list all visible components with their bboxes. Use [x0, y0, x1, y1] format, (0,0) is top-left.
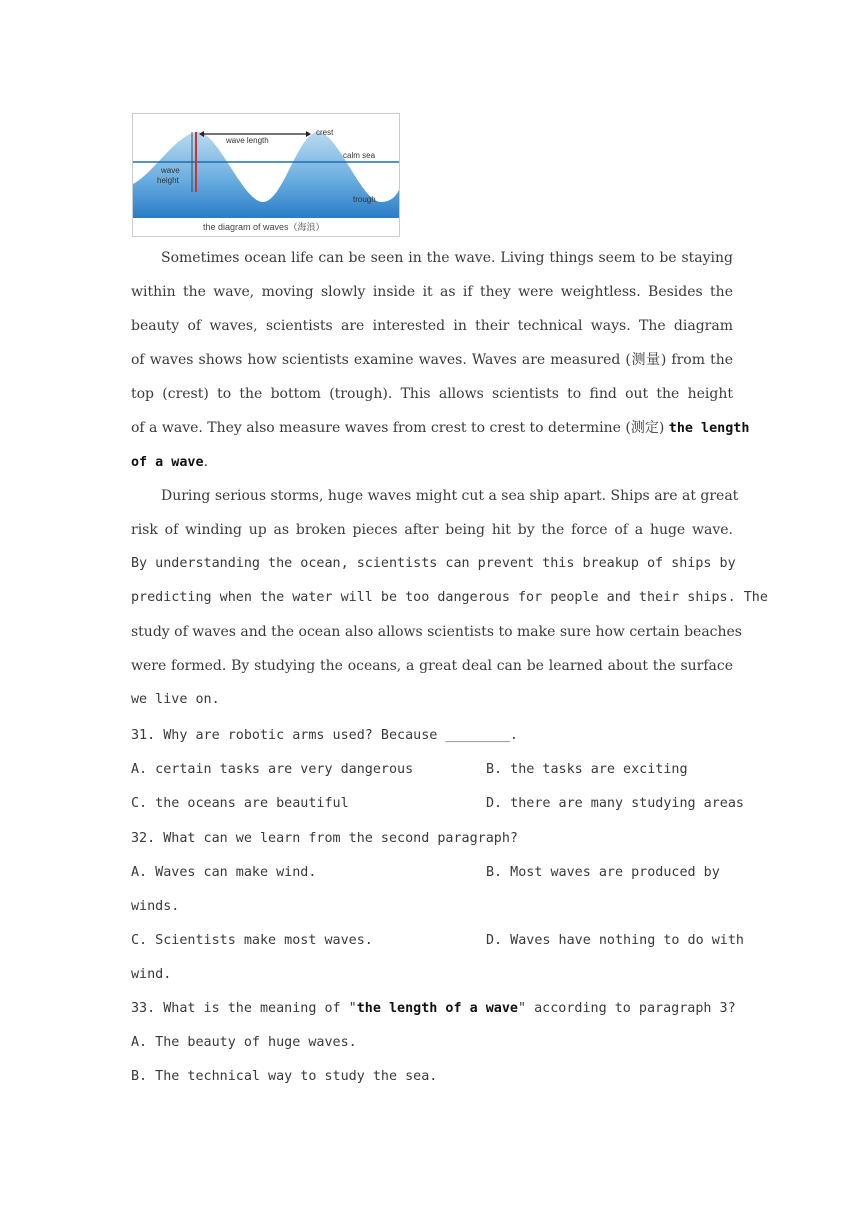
q31-option-a[interactable]: A. certain tasks are very dangerous: [131, 762, 414, 777]
q32-option-b-continued: winds.: [131, 899, 180, 914]
label-crest: crest: [316, 128, 334, 137]
q33-stem: [131, 999, 736, 1019]
p2-line-7: we live on.: [131, 692, 220, 707]
q32-option-c[interactable]: C. Scientists make most waves.: [131, 933, 373, 948]
highlight-of-a-wave: of a wave: [131, 455, 204, 470]
q33-option-a[interactable]: A. The beauty of huge waves.: [131, 1035, 357, 1050]
p1-line-3: beauty of waves, scientists are interested in their technical ways. The diagram: [131, 318, 733, 334]
wave-diagram: [132, 113, 400, 237]
p1-line-6-text: of a wave. They also measure waves from crest to crest to determine (测定): [131, 420, 669, 436]
p1-line-5: top (crest) to the bottom (trough). This allows scientists to find out the height: [131, 386, 733, 402]
wave-diagram-svg: [133, 114, 399, 236]
q31-option-c[interactable]: C. the oceans are beautiful: [131, 796, 349, 811]
p1-line-4: of waves shows how scientists examine waves. Waves are measured (测量) from the: [131, 352, 733, 368]
q33-option-b[interactable]: B. The technical way to study the sea.: [131, 1069, 438, 1084]
p2-line-2: risk of winding up as broken pieces after being hit by the force of a huge wave.: [131, 522, 733, 538]
q32-option-d-continued: wind.: [131, 967, 172, 982]
q32-option-b[interactable]: B. Most waves are produced by: [486, 865, 720, 880]
p2-line-6: were formed. By studying the oceans, a great deal can be learned about the surface: [131, 658, 733, 674]
q31-option-b[interactable]: B. the tasks are exciting: [486, 762, 688, 777]
p2-line-1: During serious storms, huge waves might cut a sea ship apart. Ships are at great: [161, 488, 739, 504]
highlight-the-length: the length: [668, 421, 750, 436]
label-calm-sea: calm sea: [343, 151, 376, 160]
q31-option-d[interactable]: D. there are many studying areas: [486, 796, 744, 811]
q33-stem-pre: 33. What is the meaning of ": [131, 1001, 357, 1016]
q33-stem-highlight: the length of a wave: [356, 1001, 518, 1016]
label-wave-length: wave length: [226, 136, 269, 145]
q32-option-d[interactable]: D. Waves have nothing to do with: [486, 933, 744, 948]
p2-line-4: predicting when the water will be too dangerous for people and their ships. The: [131, 590, 768, 605]
label-wave-height-line2: height: [157, 176, 179, 185]
p1-line-6: [131, 418, 750, 438]
p1-line-2: within the wave, moving slowly inside it as if they were weightless. Besides the: [131, 284, 733, 300]
q33-stem-post: " according to paragraph 3?: [517, 1001, 736, 1016]
figure-caption: the diagram of waves（海浪）: [203, 222, 325, 232]
p1-line-1: Sometimes ocean life can be seen in the wave. Living things seem to be staying: [161, 250, 733, 266]
q32-option-a[interactable]: A. Waves can make wind.: [131, 865, 317, 880]
p1-line-7: [131, 452, 733, 472]
label-trough: trough: [353, 195, 376, 204]
p1-line-7-text: .: [203, 454, 209, 470]
p2-line-3: By understanding the ocean, scientists can prevent this breakup of ships by: [131, 556, 736, 571]
p2-line-5: study of waves and the ocean also allows scientists to make sure how certain beaches: [131, 624, 742, 640]
q31-stem: 31. Why are robotic arms used? Because ________.: [131, 728, 518, 743]
label-wave-height-line1: wave: [161, 166, 180, 175]
q32-stem: 32. What can we learn from the second paragraph?: [131, 831, 518, 846]
